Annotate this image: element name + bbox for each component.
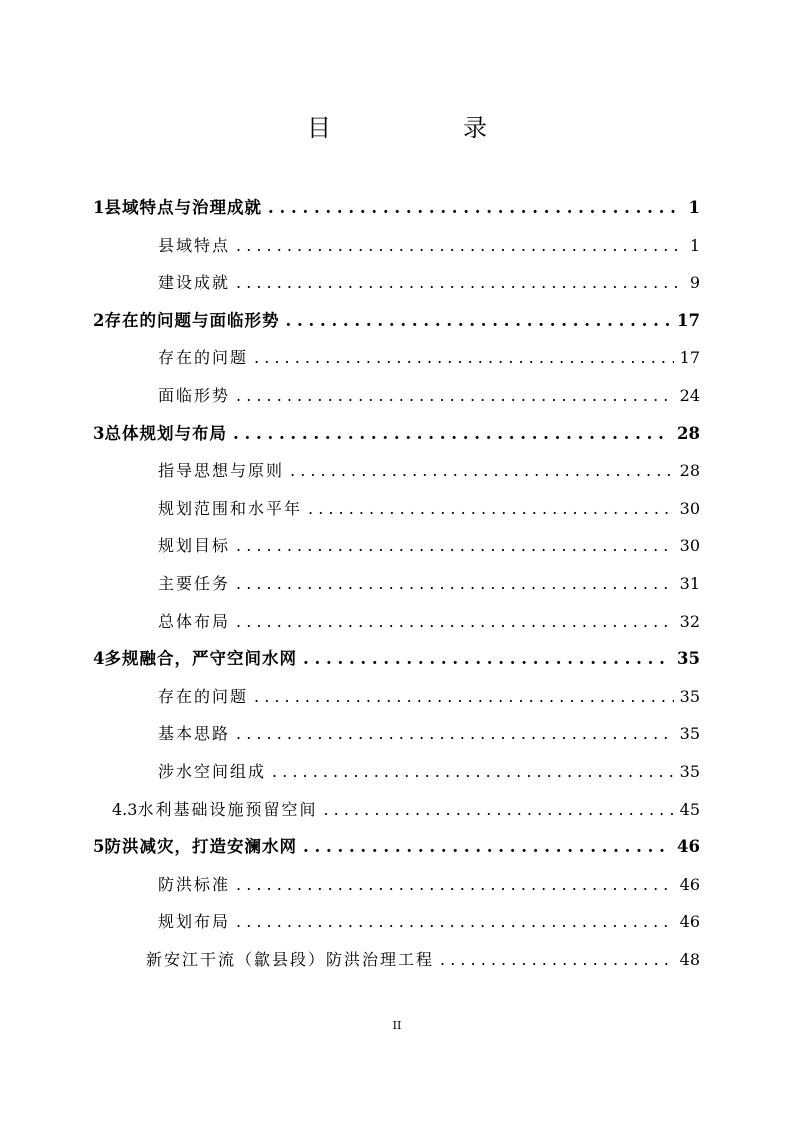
toc-page-number: 30 xyxy=(679,536,700,556)
toc-entry-title: 水利基础设施预留空间 xyxy=(137,799,318,819)
toc-entry[interactable] xyxy=(158,569,700,599)
toc-entry[interactable] xyxy=(158,494,700,524)
toc-entry-number: 3 xyxy=(93,423,105,443)
toc-entry[interactable] xyxy=(93,832,700,862)
toc-page-number: 35 xyxy=(679,686,700,706)
toc-page-number: 32 xyxy=(679,611,700,631)
toc-page-number: 46 xyxy=(679,874,700,894)
page-title: 目 录 xyxy=(307,114,541,142)
toc-entry-title: 面临形势 xyxy=(158,386,231,405)
toc-entry-title: 基本思路 xyxy=(158,724,231,744)
toc-dot-leader xyxy=(236,268,684,298)
toc-entry[interactable] xyxy=(158,907,700,937)
toc-dot-leader xyxy=(236,719,674,749)
toc-dot-leader xyxy=(254,343,674,373)
toc-entry-title: 防洪标准 xyxy=(158,874,231,894)
toc-entry-number: 5 xyxy=(93,837,105,857)
page-number-footer: II xyxy=(392,1019,402,1032)
toc-entry-title: 新安江干流（歙县段）防洪治理工程 xyxy=(146,950,435,969)
toc-entry-title: 规划目标 xyxy=(158,536,231,556)
toc-dot-leader xyxy=(236,607,674,637)
toc-page-number: 24 xyxy=(679,386,700,405)
toc-entry-title: 总体布局 xyxy=(158,611,231,631)
toc-page-number: 35 xyxy=(679,762,700,781)
toc-dot-leader xyxy=(236,231,684,261)
toc-dot-leader xyxy=(272,757,674,787)
toc-entry-number: 1 xyxy=(93,198,105,217)
toc-dot-leader xyxy=(236,907,674,937)
toc-entry-title: 存在的问题与面临形势 xyxy=(104,310,280,330)
toc-entry-title: 存在的问题 xyxy=(158,686,249,706)
toc-dot-leader xyxy=(254,682,674,712)
toc-page-number: 31 xyxy=(679,574,700,593)
toc-entry[interactable] xyxy=(158,719,700,749)
toc-dot-leader xyxy=(236,531,674,561)
toc-entry[interactable] xyxy=(158,682,700,712)
toc-entry-title: 建设成就 xyxy=(158,273,231,293)
toc-dot-leader xyxy=(440,945,674,975)
toc-page-number: 46 xyxy=(679,912,700,932)
toc-entry[interactable] xyxy=(158,268,700,298)
toc-entry-title: 存在的问题 xyxy=(158,348,249,368)
toc-entry[interactable] xyxy=(158,231,700,261)
toc-dot-leader xyxy=(236,569,674,599)
toc-entry[interactable] xyxy=(158,531,700,561)
toc-page-number: 17 xyxy=(677,310,700,330)
toc-dot-leader xyxy=(236,870,674,900)
toc-entry-title: 主要任务 xyxy=(158,574,231,593)
toc-entry-title: 涉水空间组成 xyxy=(158,762,267,781)
toc-entry-title: 总体规划与布局 xyxy=(104,423,227,443)
toc-entry-number: 4.3 xyxy=(112,799,138,819)
toc-entry[interactable] xyxy=(146,945,700,975)
toc-page-number: 9 xyxy=(689,273,700,293)
toc-page-number: 46 xyxy=(677,837,700,857)
toc-page-number: 45 xyxy=(679,799,700,819)
toc-dot-leader xyxy=(308,494,674,524)
toc-entry-title: 防洪减灾，打造安澜水网 xyxy=(104,837,297,857)
toc-entry[interactable] xyxy=(93,419,700,449)
toc-entry[interactable] xyxy=(158,757,700,787)
toc-page-number: 1 xyxy=(689,235,700,255)
toc-entry[interactable] xyxy=(158,607,700,637)
toc-entry-title: 指导思想与原则 xyxy=(158,461,285,481)
toc-entry-title: 多规融合，严守空间水网 xyxy=(104,649,297,669)
toc-page-number: 17 xyxy=(679,348,700,368)
toc-dot-leader xyxy=(233,419,671,449)
toc-page-number: 28 xyxy=(679,461,700,481)
toc-entry-number: 2 xyxy=(93,310,105,330)
toc-entry-title: 规划范围和水平年 xyxy=(158,498,303,518)
toc-dot-leader xyxy=(323,795,673,825)
toc-entry[interactable] xyxy=(158,456,700,486)
toc-page-number: 48 xyxy=(679,950,700,969)
toc-page-number: 35 xyxy=(677,649,700,669)
toc-entry[interactable] xyxy=(158,343,700,373)
toc-page-number: 28 xyxy=(677,423,700,443)
toc-entry-title: 规划布局 xyxy=(158,912,231,932)
toc-entry-title: 县域特点与治理成就 xyxy=(104,198,262,217)
toc-entry[interactable] xyxy=(112,795,700,825)
toc-dot-leader xyxy=(236,381,674,411)
toc-entry-title: 县域特点 xyxy=(158,235,231,255)
toc-entry[interactable] xyxy=(93,193,700,223)
toc-dot-leader xyxy=(268,193,683,223)
toc-dot-leader xyxy=(303,644,671,674)
toc-dot-leader xyxy=(285,306,671,336)
toc-page-number: 30 xyxy=(679,498,700,518)
toc-page-number: 1 xyxy=(688,198,700,217)
toc-dot-leader xyxy=(303,832,671,862)
toc-entry[interactable] xyxy=(158,870,700,900)
toc-page-number: 35 xyxy=(679,724,700,744)
toc-entry[interactable] xyxy=(93,644,700,674)
toc-entry[interactable] xyxy=(158,381,700,411)
toc-entry-number: 4 xyxy=(93,649,105,669)
toc-entry[interactable] xyxy=(93,306,700,336)
toc-dot-leader xyxy=(290,456,674,486)
